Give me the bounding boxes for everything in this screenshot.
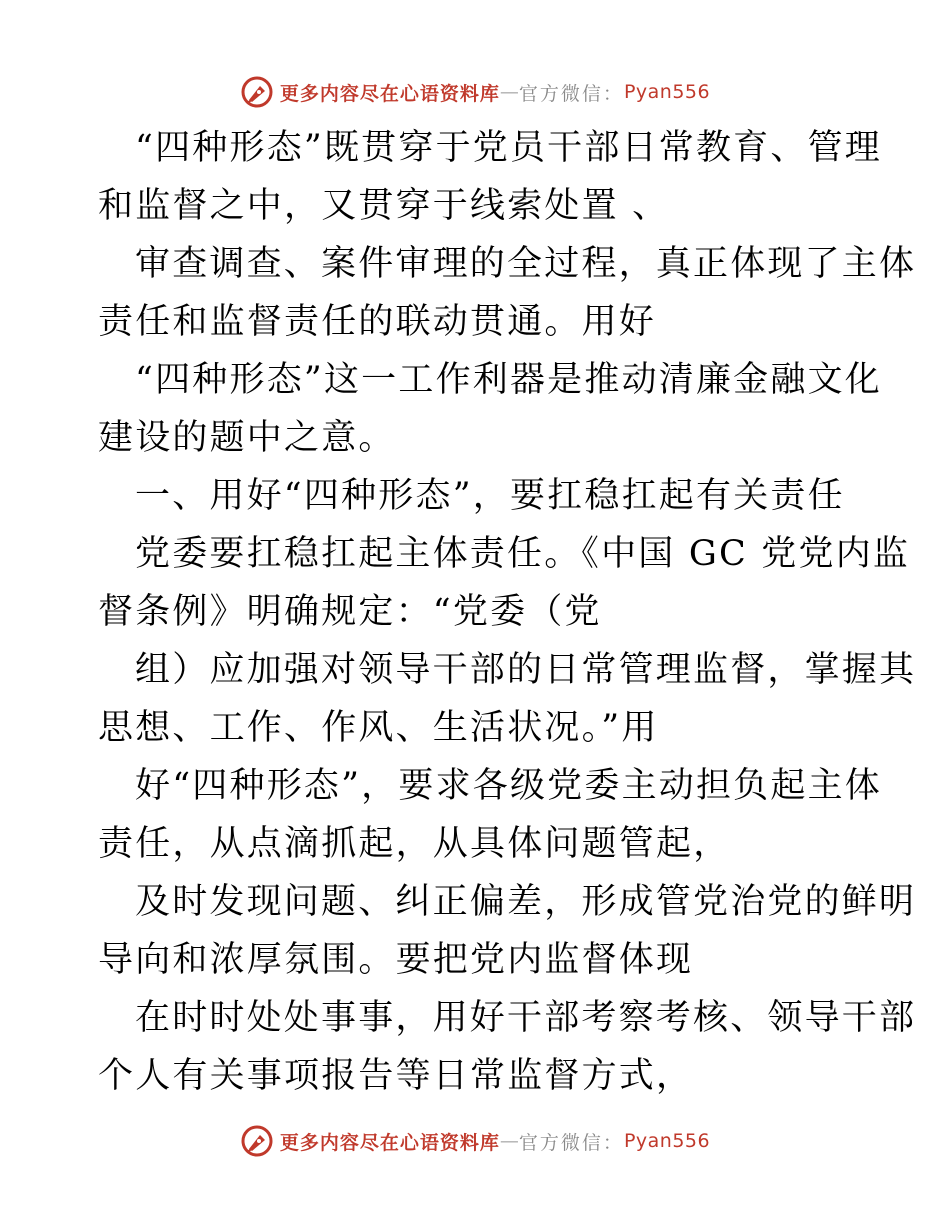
watermark-official-label: 官方微信： [518,82,624,105]
section-heading: 一、用好“四种形态”，要扛稳扛起有关责任 [135,476,845,516]
text-line: “四种形态”这一工作利器是推动清廉金融文化 [135,360,882,400]
text-line: 及时发现问题、纠正偏差，形成管党治党的鲜明 [135,882,917,922]
text-line: 建设的题中之意。 [98,418,396,458]
text-line: 在时时处处事事，用好干部考察考核、领导干部 [135,998,917,1038]
text-line: 和监督之中，又贯穿于线索处置 、 [98,186,670,226]
text-line: 责任，从点滴抓起，从具体问题管起， [98,824,731,864]
pen-nib-logo-icon [240,75,274,109]
watermark-separator: — [499,1130,519,1152]
text-line: 审查调查、案件审理的全过程，真正体现了主体 [135,244,917,284]
text-line: 个人有关事项报告等日常监督方式， [98,1056,694,1096]
text-line: 导向和浓厚氛围。要把党内监督体现 [98,940,694,980]
text-line: “四种形态”既贯穿于党员干部日常教育、管理 [135,128,882,168]
watermark-banner-top [0,72,950,112]
watermark-main-text: 更多内容尽在心语资料库 [279,1131,500,1154]
watermark-wechat-id: Pyan556 [623,81,711,103]
text-line: 好“四种形态”，要求各级党委主动担负起主体 [135,766,882,806]
watermark-main-text: 更多内容尽在心语资料库 [279,82,500,105]
pen-nib-logo-icon [240,1124,274,1158]
text-line: 组）应加强对领导干部的日常管理监督，掌握其 [135,650,917,690]
watermark-wechat-id: Pyan556 [623,1130,711,1152]
text-line: 责任和监督责任的联动贯通。用好 [98,302,657,342]
watermark-separator: — [499,81,519,103]
text-line: 思想、工作、作风、生活状况。”用 [98,708,659,748]
watermark-official-label: 官方微信： [518,1131,624,1154]
text-line: 党委要扛稳扛起主体责任。《中国 GC 党党内监 [135,534,911,574]
document-body [98,119,917,1105]
text-line: 督条例》明确规定：“党委（党 [98,592,602,632]
watermark-banner-bottom [0,1121,950,1161]
